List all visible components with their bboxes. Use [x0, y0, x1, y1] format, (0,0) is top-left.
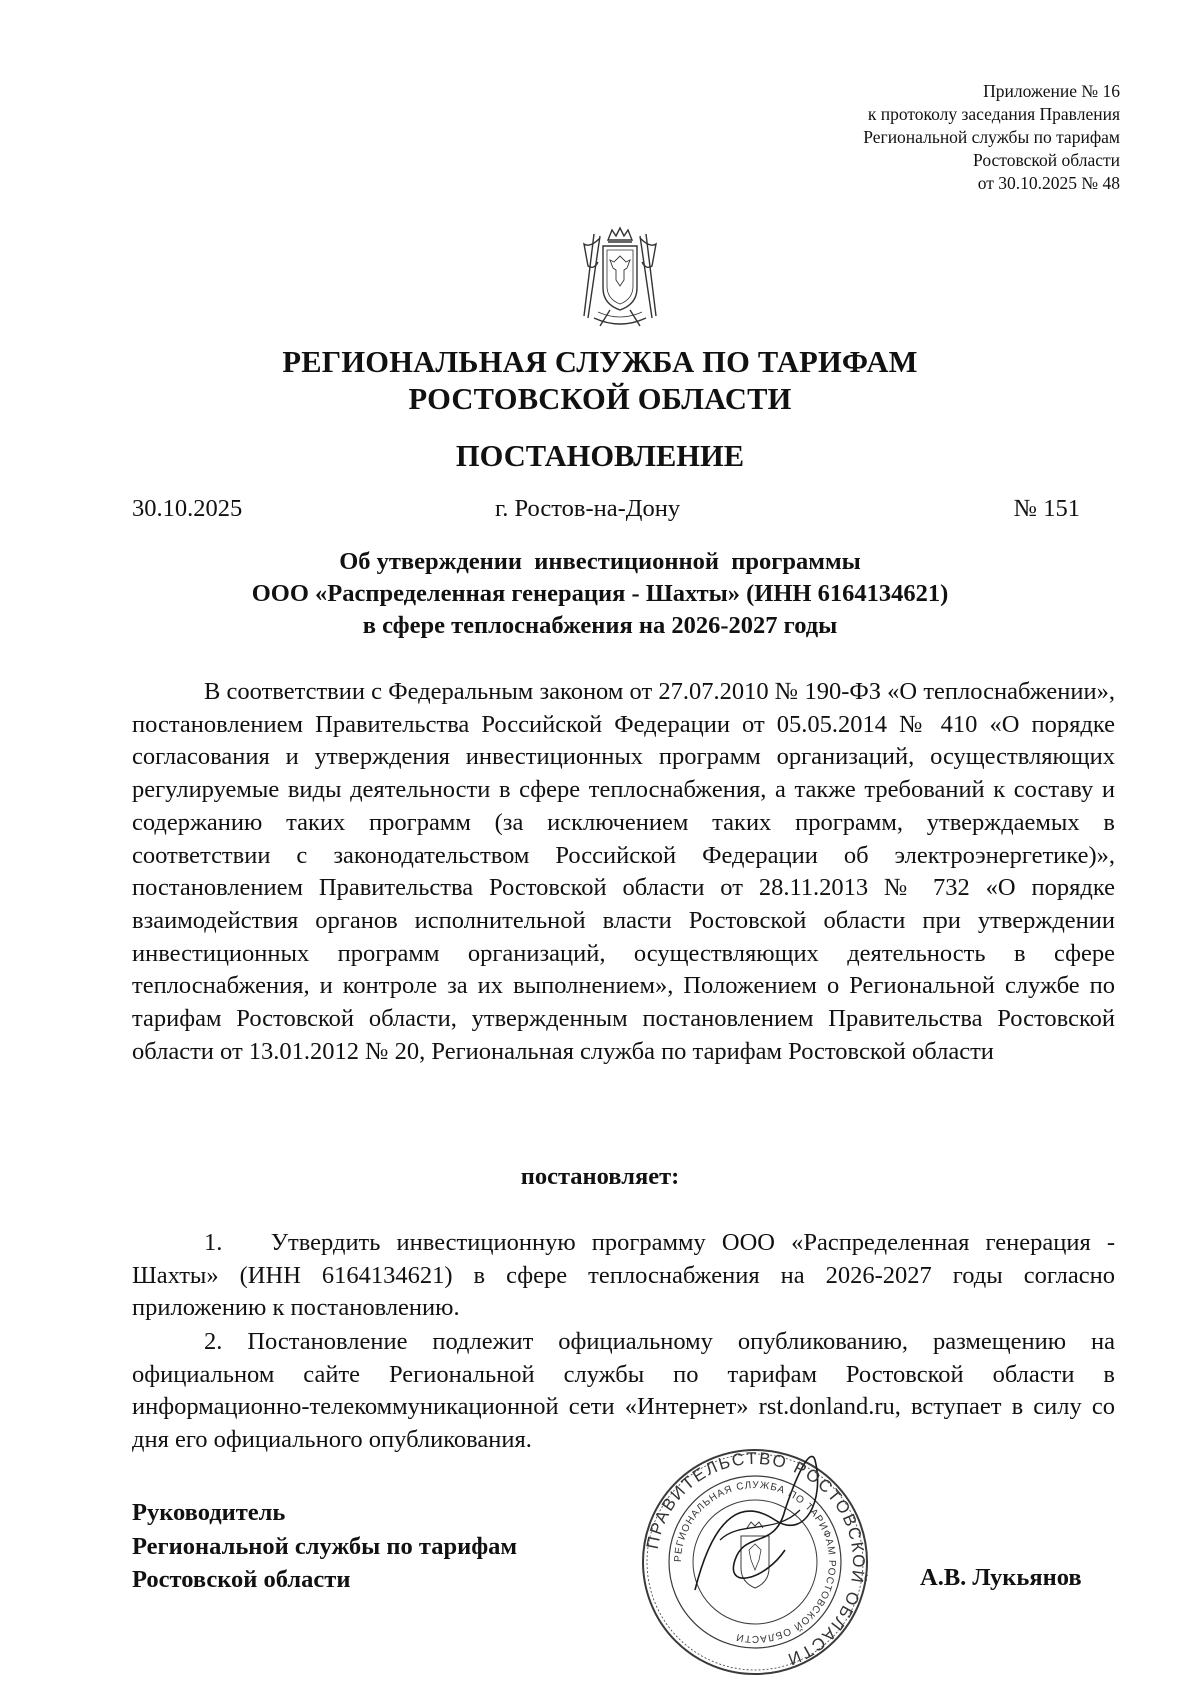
subject-line: ООО «Распределенная генерация - Шахты» (ИНН 6164134621): [251, 580, 949, 607]
appendix-line: к протоколу заседания Правления: [867, 104, 1120, 124]
document-type: ПОСТАНОВЛЕНИЕ: [455, 439, 745, 473]
subject-line: Об утверждении инвестиционной программы: [339, 548, 861, 575]
document-meta: [0, 495, 1200, 527]
organization-name: [0, 344, 1200, 418]
signer-title: [132, 1496, 517, 1597]
signer-title-line: Региональной службы по тарифам: [132, 1532, 518, 1560]
decree-word: постановляет:: [520, 1163, 680, 1190]
subject-line: в сфере теплоснабжения на 2026-2027 годы: [362, 612, 838, 639]
document-date: 30.10.2025: [132, 495, 243, 522]
document-city: г. Ростов-на-Дону: [495, 495, 681, 522]
stamp-outer-text: ПРАВИТЕЛЬСТВО РОСТОВСКОЙ ОБЛАСТИ: [642, 1448, 869, 1670]
appendix-line: от 30.10.2025 № 48: [977, 173, 1120, 193]
signer-title-line: Ростовской области: [132, 1566, 351, 1593]
resolution-item: [132, 1326, 1115, 1457]
svg-text:РЕГИОНАЛЬНАЯ СЛУЖБА ПО ТАРИФАМ: [673, 1480, 837, 1644]
appendix-note: [863, 80, 1120, 195]
resolution-item-text: 1. Утвердить инвестиционную программу ООО «Распределенная генерация - Шахты» (ИНН 6164134621) в сфере теплоснабжения на 2026-2027 годы согласно приложению к постановлению.: [132, 1229, 1122, 1322]
appendix-line: Ростовской области: [973, 150, 1120, 170]
org-line: РОСТОВСКОЙ ОБЛАСТИ: [408, 382, 792, 416]
appendix-line: Приложение № 16: [983, 81, 1120, 101]
resolution-item-text: 2. Постановление подлежит официальному опубликованию, размещению на официальном сайте Региональной службы по тарифам Ростовской области в информационно-телекоммуникационной сети «Интернет» rst.donland.ru, вступает в силу со дня его официального опубликования.: [132, 1328, 1115, 1454]
official-seal-stamp: [625, 1440, 885, 1685]
preamble-paragraph: В соответствии с Федеральным законом от 27.07.2010 № 190-ФЗ «О теплоснабжении», постановлением Правительства Российской Федерации от 05.05.2014 № 410 «О порядке согласования и утверждения инвестиционных программ организаций, осуществляющих регулируемые виды деятельности в сфере теплоснабжения, а также требований к составу и содержанию таких программ (за исключением таких программ, утверждаемых в соответствии с законодательством Российской Федерации об электроэнергетике)», постановлением Правительства Ростовской области от 28.11.2013 № 732 «О порядке взаимодействия органов исполнительной власти Ростовской области при утверждении инвестиционных программ организаций, осуществляющих деятельность в сфере теплоснабжения, и контроле за их выполнением», Положением о Региональной службе по тарифам Ростовской области, утвержденным постановлением Правительства Ростовской области от 13.01.2012 № 20, Региональная служба по тарифам Ростовской области: [132, 678, 1115, 1065]
stamp-inner-text: РЕГИОНАЛЬНАЯ СЛУЖБА ПО ТАРИФАМ РОСТОВСКОЙ ОБЛАСТИ: [672, 1479, 838, 1645]
signer-title-line: Руководитель: [132, 1499, 286, 1526]
document-number: № 151: [1013, 495, 1080, 522]
appendix-line: Региональной службы по тарифам: [863, 127, 1120, 147]
document-subject: [0, 546, 1200, 642]
signer-name: А.В. Лукьянов: [920, 1564, 1082, 1591]
org-line: РЕГИОНАЛЬНАЯ СЛУЖБА ПО ТАРИФАМ: [282, 345, 918, 379]
resolution-item: [132, 1227, 1122, 1325]
coat-of-arms-emblem: [570, 226, 670, 332]
